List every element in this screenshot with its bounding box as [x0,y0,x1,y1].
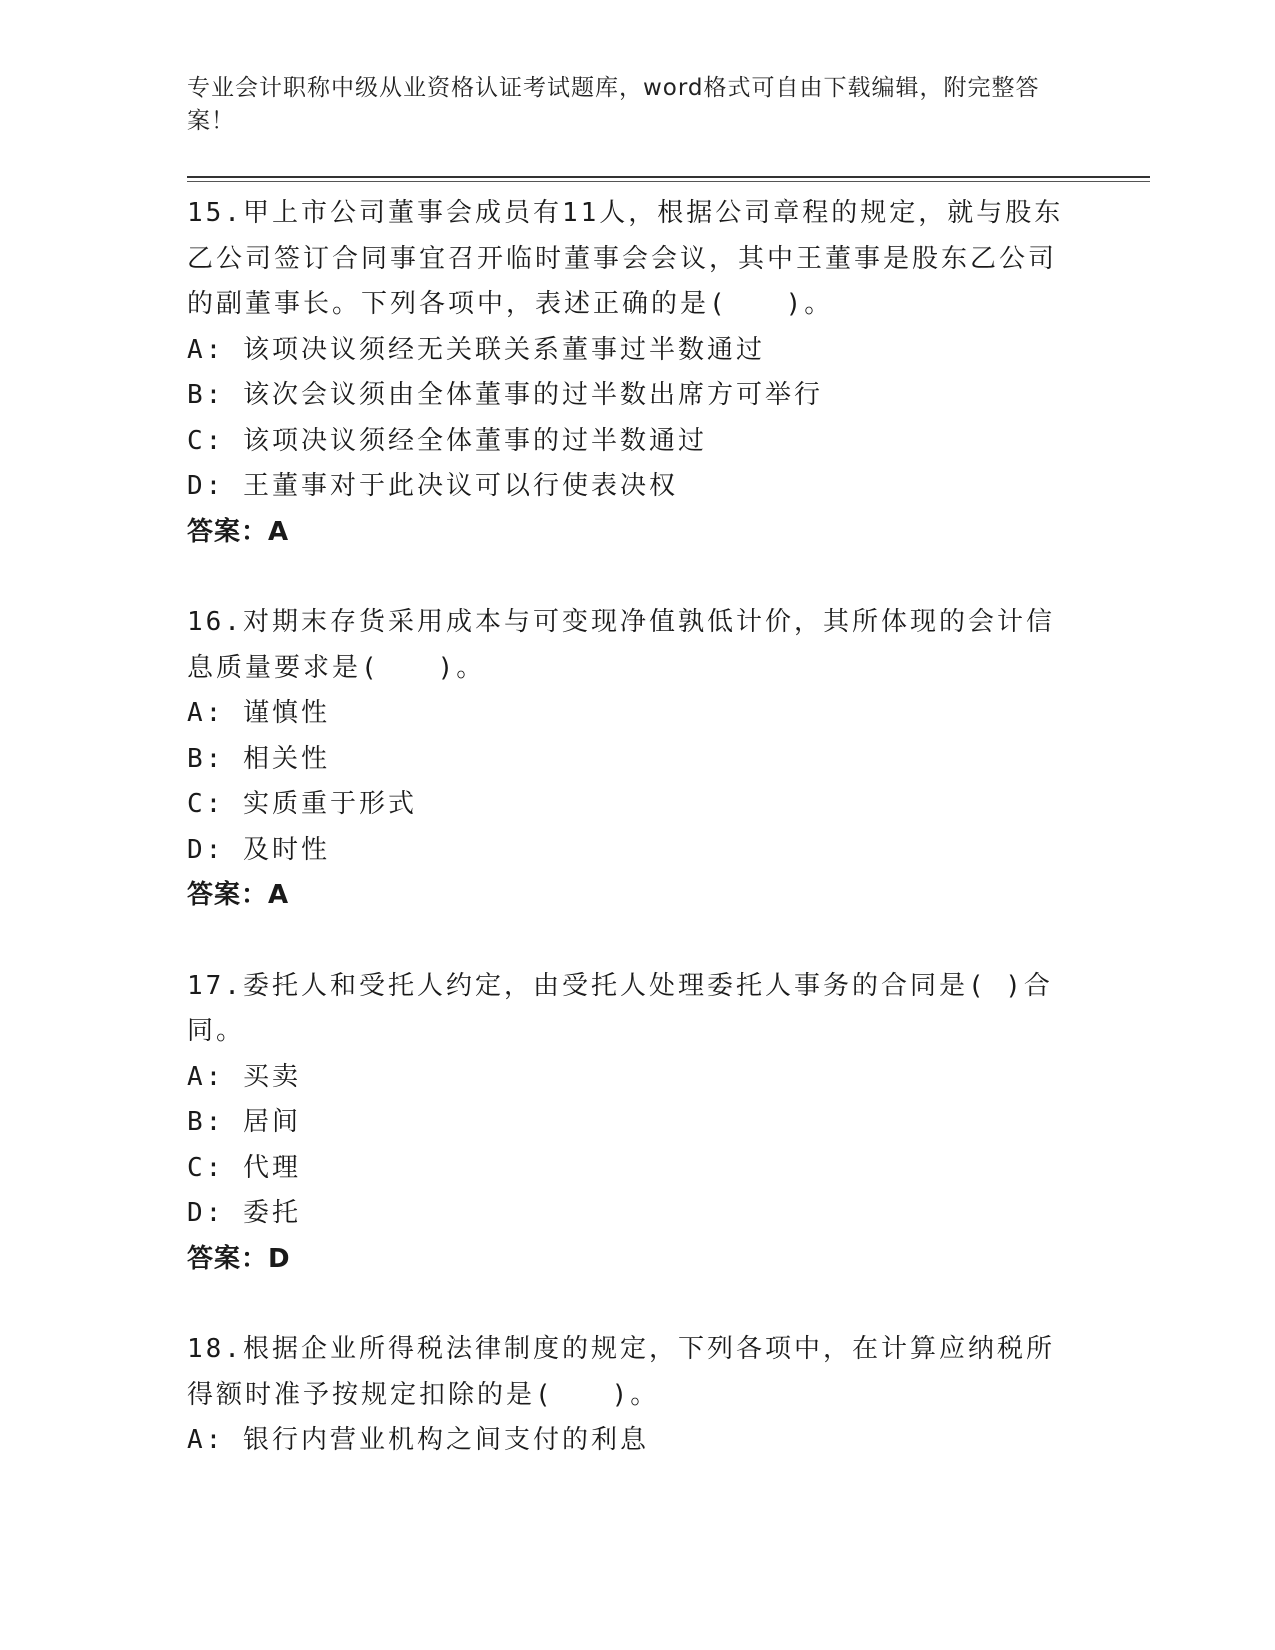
question-list [187,191,1087,1464]
answer-line: 答案：A [187,880,290,910]
question-18 [187,1327,1087,1464]
header-divider-thin [187,181,1150,182]
question-17 [187,964,1087,1283]
question-15 [187,191,1087,555]
option-c: C: 代理 [187,1152,301,1183]
question-spacer [187,555,1087,600]
option-d: D: 王董事对于此决议可以行使表决权 [187,471,678,501]
option-a: A: 该项决议须经无关联关系董事过半数通过 [187,334,765,365]
option-b: B: 该次会议须由全体董事的过半数出席方可举行 [187,380,823,410]
option-a: A: 银行内营业机构之间支付的利息 [187,1425,649,1455]
option-a: A: 谨慎性 [187,698,330,728]
question-stem: 16.对期末存货采用成本与可变现净值孰低计价，其所体现的会计信息质量要求是( )。 [187,607,1055,683]
answer-line: 答案：A [187,516,290,547]
question-stem: 15.甲上市公司董事会成员有11人，根据公司章程的规定，就与股东乙公司签订合同事宜召开临时董事会会议，其中王董事是股东乙公司的副董事长。下列各项中，表述正确的是( )。 [187,198,1064,319]
question-stem: 17.委托人和受托人约定，由受托人处理委托人事务的合同是( )合同。 [187,970,1053,1046]
option-d: D: 及时性 [187,834,330,865]
option-b: B: 居间 [187,1107,301,1137]
option-d: D: 委托 [187,1198,301,1228]
question-16 [187,600,1087,919]
answer-line: 答案：D [187,1243,291,1274]
question-stem: 18.根据企业所得税法律制度的规定，下列各项中，在计算应纳税所得额时准予按规定扣除的是( )。 [187,1334,1055,1410]
question-spacer [187,919,1087,964]
header-divider-thick [187,176,1150,178]
option-c: C: 该项决议须经全体董事的过半数通过 [187,425,707,456]
document-header: 专业会计职称中级从业资格认证考试题库，word格式可自由下载编辑，附完整答案！ [187,75,1040,134]
question-spacer [187,1282,1087,1327]
option-a: A: 买卖 [187,1061,301,1092]
option-c: C: 实质重于形式 [187,789,417,819]
option-b: B: 相关性 [187,743,330,774]
